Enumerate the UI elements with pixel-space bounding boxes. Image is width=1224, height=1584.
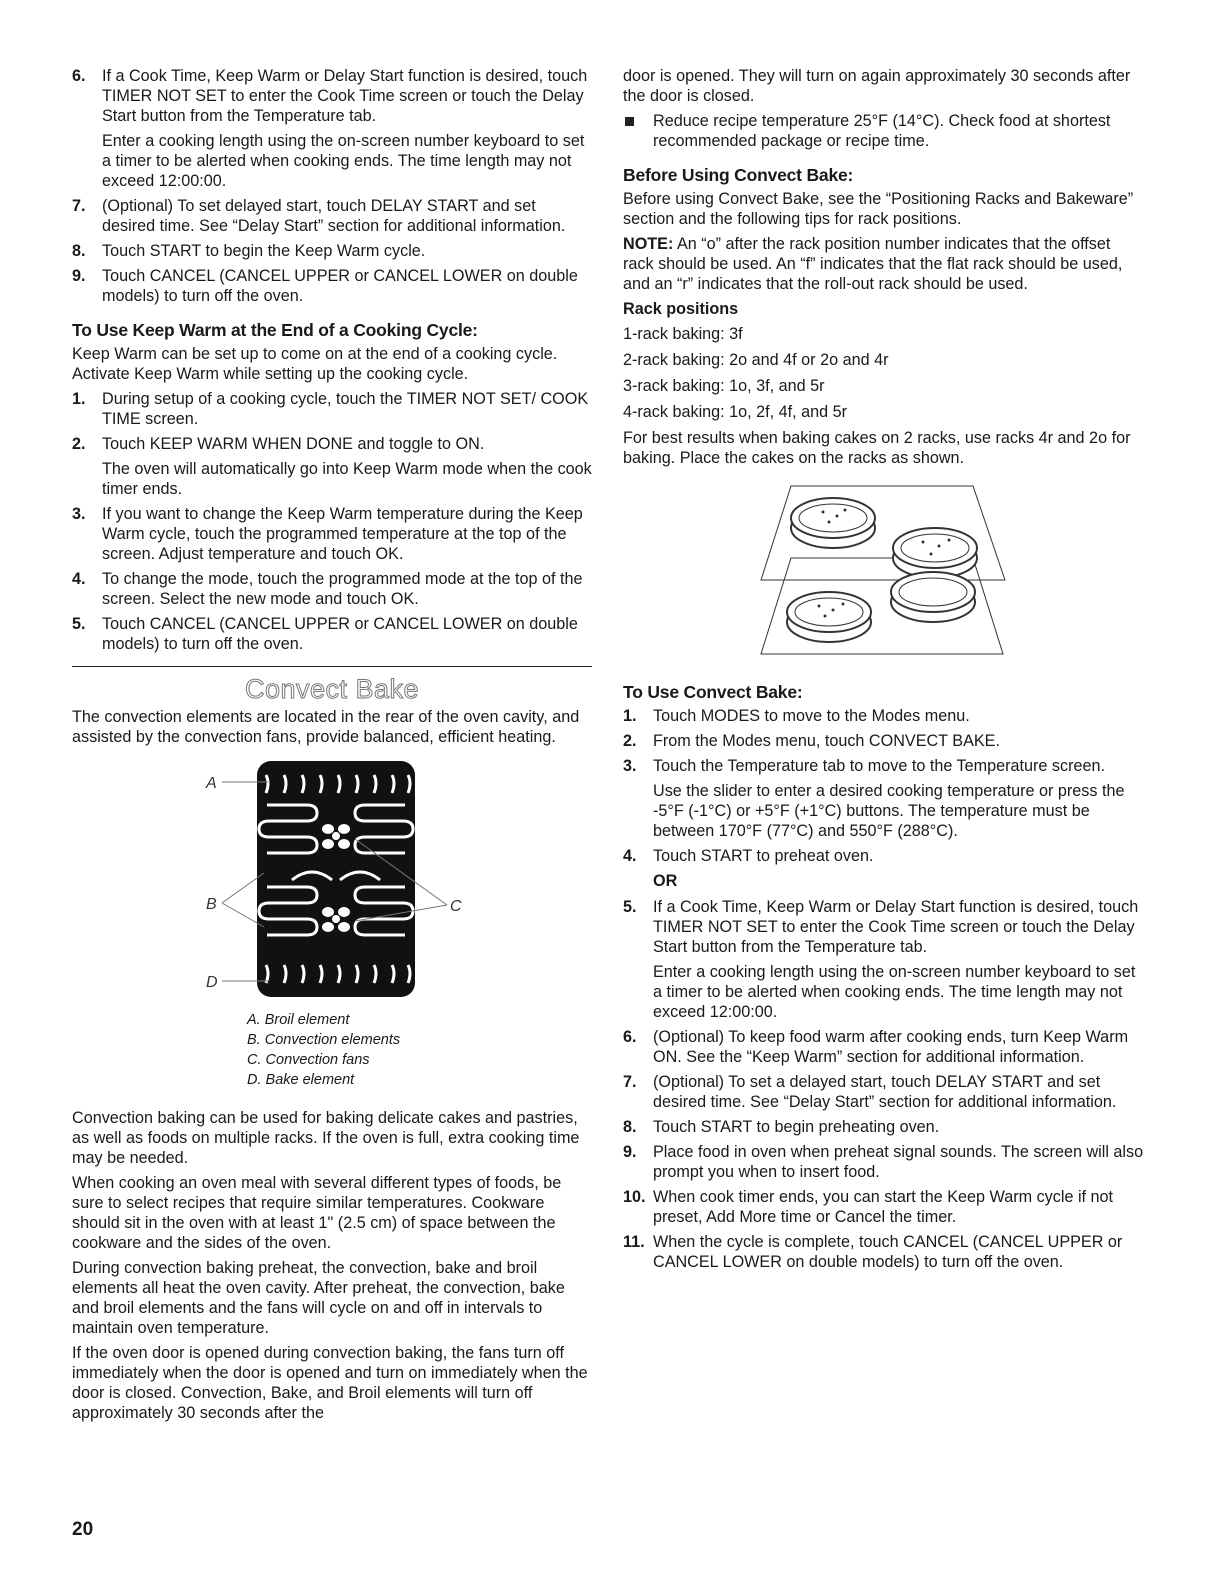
- list-item-text: To change the mode, touch the programmed mode at the top of the screen. Select the new mode and touch OK.: [102, 570, 583, 608]
- list-item-number: 5.: [623, 898, 637, 916]
- list-item-number: 6.: [623, 1028, 637, 1046]
- caption-a: A. Broil element: [247, 1012, 350, 1028]
- label-c: C: [450, 898, 462, 915]
- before-using-text: Before using Convect Bake, see the “Positioning Racks and Bakeware” section and the following tips for rack positions.: [623, 190, 1134, 228]
- list-item-body: [653, 1187, 1145, 1227]
- list-item-body: [102, 241, 592, 261]
- section-divider: [72, 666, 592, 667]
- list-item: [72, 389, 592, 429]
- list-item: [623, 1232, 1145, 1272]
- page-number: 20: [72, 1519, 94, 1540]
- list-item-number: 9.: [623, 1143, 637, 1161]
- list-item-number: 4.: [72, 570, 86, 588]
- keep-warm-end-heading: To Use Keep Warm at the End of a Cooking Cycle:: [72, 320, 478, 340]
- to-use-convect-heading: To Use Convect Bake:: [623, 682, 803, 702]
- list-item: [623, 1117, 1145, 1137]
- label-a: A: [206, 775, 217, 792]
- bullet-item: [623, 111, 1145, 151]
- diagram-caption: [247, 1010, 592, 1090]
- list-item-text: Enter a cooking length using the on-screen number keyboard to set a timer to be alerted when cooking ends. The time length may not exceed 12:00:00.: [653, 963, 1136, 1021]
- list-item-text: Enter a cooking length using the on-screen number keyboard to set a timer to be alerted when cooking ends. The time length may not exceed 12:00:00.: [102, 132, 585, 190]
- convect-para-1: Convection baking can be used for baking delicate cakes and pastries, as well as foods on multiple racks. If the oven is full, extra cooking time may be needed.: [72, 1109, 580, 1167]
- list-item: [72, 266, 592, 306]
- best-results-text: For best results when baking cakes on 2 racks, use racks 4r and 2o for baking. Place the cakes on the racks as shown.: [623, 429, 1131, 467]
- list-item-text: When cook timer ends, you can start the Keep Warm cycle if not preset, Add More time or Cancel the timer.: [653, 1188, 1114, 1226]
- continuation-text: door is opened. They will turn on again approximately 30 seconds after the door is closed.: [623, 67, 1131, 105]
- list-item: [623, 846, 1145, 866]
- list-item-number: 6.: [72, 67, 86, 85]
- convect-para-2: When cooking an oven meal with several different types of foods, be sure to select recipes that require similar temperatures. Cookware should sit in the oven with at least 1" (2.5 cm) of space between the cookware and the sides of the oven.: [72, 1174, 562, 1252]
- list-item-text: Touch CANCEL (CANCEL UPPER or CANCEL LOWER on double models) to turn off the oven.: [102, 615, 578, 653]
- list-item-number: 8.: [72, 242, 86, 260]
- keep-warm-steps-list: [72, 66, 592, 306]
- note-text: An “o” after the rack position number indicates that the offset rack should be used. An “f” indicates that the flat rack should be used, and an “r” indicates that the roll-out rack should be used.: [623, 235, 1123, 293]
- convect-para-4: If the oven door is opened during convection baking, the fans turn off immediately when the door is opened and turn on immediately when the door is closed. Convection, Bake, and Broil elements will turn off approximately 30 seconds after the: [72, 1344, 588, 1422]
- convect-para-3: During convection baking preheat, the convection, bake and broil elements all heat the oven cavity. After preheat, the convection, bake and broil elements and the fans will cycle on and off in intervals to maintain oven temperature.: [72, 1259, 565, 1337]
- list-item-text: (Optional) To keep food warm after cooking ends, turn Keep Warm ON. See the “Keep Warm” section for additional information.: [653, 1028, 1129, 1066]
- list-item-number: 11.: [623, 1233, 645, 1251]
- label-b: B: [206, 896, 217, 913]
- list-item: [623, 1142, 1145, 1182]
- list-item-text: (Optional) To set delayed start, touch DELAY START and set desired time. See “Delay Start” section for additional information.: [102, 197, 566, 235]
- list-item-text: The oven will automatically go into Keep Warm mode when the cook timer ends.: [102, 460, 592, 498]
- list-item: [72, 569, 592, 609]
- rack-2: 2-rack baking: 2o and 4f or 2o and 4r: [623, 351, 889, 369]
- list-item-body: [102, 614, 592, 654]
- list-item-body: [653, 1072, 1145, 1112]
- list-item-text: Touch START to begin the Keep Warm cycle.: [102, 242, 426, 260]
- list-item-text: Touch KEEP WARM WHEN DONE and toggle to ON.: [102, 435, 485, 453]
- list-item-number: 1.: [72, 390, 86, 408]
- list-item-number: 8.: [623, 1118, 637, 1136]
- list-item-number: 1.: [623, 707, 637, 725]
- list-item-text: If a Cook Time, Keep Warm or Delay Start function is desired, touch TIMER NOT SET to enter the Cook Time screen or touch the Delay Start button from the Temperature tab.: [653, 898, 1139, 956]
- list-item-body: [653, 897, 1145, 1022]
- right-column: [623, 66, 1145, 1277]
- before-using-heading: Before Using Convect Bake:: [623, 165, 854, 185]
- list-item-body: [653, 1142, 1145, 1182]
- caption-c: C. Convection fans: [247, 1052, 370, 1068]
- caption-b: B. Convection elements: [247, 1032, 401, 1048]
- list-item-text: From the Modes menu, touch CONVECT BAKE.: [653, 732, 1000, 750]
- list-item-body: [102, 504, 592, 564]
- list-item: [623, 1187, 1145, 1227]
- list-item-body: [102, 66, 592, 191]
- rack-4: 4-rack baking: 1o, 2f, 4f, and 5r: [623, 403, 848, 421]
- bullet-text: Reduce recipe temperature 25°F (14°C). Check food at shortest recommended package or recipe time.: [653, 112, 1111, 150]
- list-item-number: 3.: [72, 505, 86, 523]
- list-item-body: [653, 1232, 1145, 1272]
- list-item-number: 3.: [623, 757, 637, 775]
- list-item-body: [653, 731, 1145, 751]
- list-item-number: 4.: [623, 847, 637, 865]
- rack-3: 3-rack baking: 1o, 3f, and 5r: [623, 377, 825, 395]
- cake-upper-left: [791, 498, 875, 548]
- list-item-number: 7.: [623, 1073, 637, 1091]
- list-item-body: [653, 846, 1145, 866]
- list-item-body: [102, 569, 592, 609]
- convection-elements-diagram: [72, 755, 512, 1006]
- bullet-square-icon: [623, 111, 653, 151]
- convect-bake-section-title: Convect Bake: [244, 674, 420, 704]
- list-item: [72, 504, 592, 564]
- list-item-number: 9.: [72, 267, 86, 285]
- convect-steps-list-b: [623, 897, 1145, 1272]
- list-item: [623, 1072, 1145, 1112]
- list-item-number: 2.: [72, 435, 86, 453]
- left-column: [72, 66, 592, 1428]
- list-item-text: Place food in oven when preheat signal sounds. The screen will also prompt you when to insert food.: [653, 1143, 1144, 1181]
- list-item: [623, 756, 1145, 841]
- list-item-body: [102, 434, 592, 499]
- list-item-body: [653, 706, 1145, 726]
- list-item: [72, 241, 592, 261]
- keep-warm-end-intro: Keep Warm can be set up to come on at the end of a cooking cycle. Activate Keep Warm while setting up the cooking cycle.: [72, 345, 558, 383]
- rack-cakes-svg: [623, 476, 1145, 664]
- list-item-body: [102, 196, 592, 236]
- list-item-text: If you want to change the Keep Warm temperature during the Keep Warm cycle, touch the programmed temperature at the top of the screen. Adjust temperature and touch OK.: [102, 505, 583, 563]
- keep-warm-end-steps-list: [72, 389, 592, 654]
- note-paragraph: [623, 234, 1145, 294]
- list-item-body: [653, 756, 1145, 841]
- oven-diagram-svg: [72, 755, 512, 1001]
- or-label: OR: [653, 872, 678, 890]
- rack-1: 1-rack baking: 3f: [623, 325, 743, 343]
- caption-d: D. Bake element: [247, 1072, 355, 1088]
- list-item-text: Use the slider to enter a desired cooking temperature or press the -5°F (-1°C) or +5°F (+1°C) buttons. The temperature must be between 170°F (77°C) and 550°F (288°C).: [653, 782, 1125, 840]
- list-item-text: Touch START to begin preheating oven.: [653, 1118, 940, 1136]
- list-item: [623, 731, 1145, 751]
- list-item-text: Touch CANCEL (CANCEL UPPER or CANCEL LOWER on double models) to turn off the oven.: [102, 267, 578, 305]
- list-item: [623, 1027, 1145, 1067]
- list-item-body: [102, 389, 592, 429]
- rack-positions-heading: Rack positions: [623, 300, 739, 318]
- list-item-number: 7.: [72, 197, 86, 215]
- list-item-text: Touch MODES to move to the Modes menu.: [653, 707, 970, 725]
- list-item: [623, 897, 1145, 1022]
- label-d: D: [206, 974, 218, 991]
- list-item: [72, 614, 592, 654]
- list-item-body: [102, 266, 592, 306]
- convect-steps-list-a: [623, 706, 1145, 866]
- list-item-body: [653, 1027, 1145, 1067]
- list-item-number: 2.: [623, 732, 637, 750]
- list-item-text: During setup of a cooking cycle, touch the TIMER NOT SET/ COOK TIME screen.: [102, 390, 589, 428]
- rack-cakes-diagram: [623, 476, 1145, 664]
- list-item-number: 5.: [72, 615, 86, 633]
- list-item: [72, 196, 592, 236]
- cake-lower-right: [891, 572, 975, 622]
- list-item-text: (Optional) To set a delayed start, touch DELAY START and set desired time. See “Delay Start” section for additional information.: [653, 1073, 1117, 1111]
- list-item-number: 10.: [623, 1188, 646, 1206]
- list-item-text: When the cycle is complete, touch CANCEL (CANCEL UPPER or CANCEL LOWER on double models) to turn off the oven.: [653, 1233, 1123, 1271]
- list-item-text: If a Cook Time, Keep Warm or Delay Start function is desired, touch TIMER NOT SET to enter the Cook Time screen or touch the Delay Start button from the Temperature tab.: [102, 67, 588, 125]
- list-item-text: Touch START to preheat oven.: [653, 847, 874, 865]
- oven-back-panel: [257, 761, 415, 997]
- list-item-body: [653, 1117, 1145, 1137]
- note-label: NOTE:: [623, 235, 674, 253]
- list-item: [623, 706, 1145, 726]
- convect-intro: The convection elements are located in the rear of the oven cavity, and assisted by the convection fans, provide balanced, efficient heating.: [72, 708, 580, 746]
- list-item-text: Touch the Temperature tab to move to the Temperature screen.: [653, 757, 1106, 775]
- list-item: [72, 66, 592, 191]
- cake-lower-left: [787, 592, 871, 642]
- list-item: [72, 434, 592, 499]
- cake-upper-right: [893, 528, 977, 578]
